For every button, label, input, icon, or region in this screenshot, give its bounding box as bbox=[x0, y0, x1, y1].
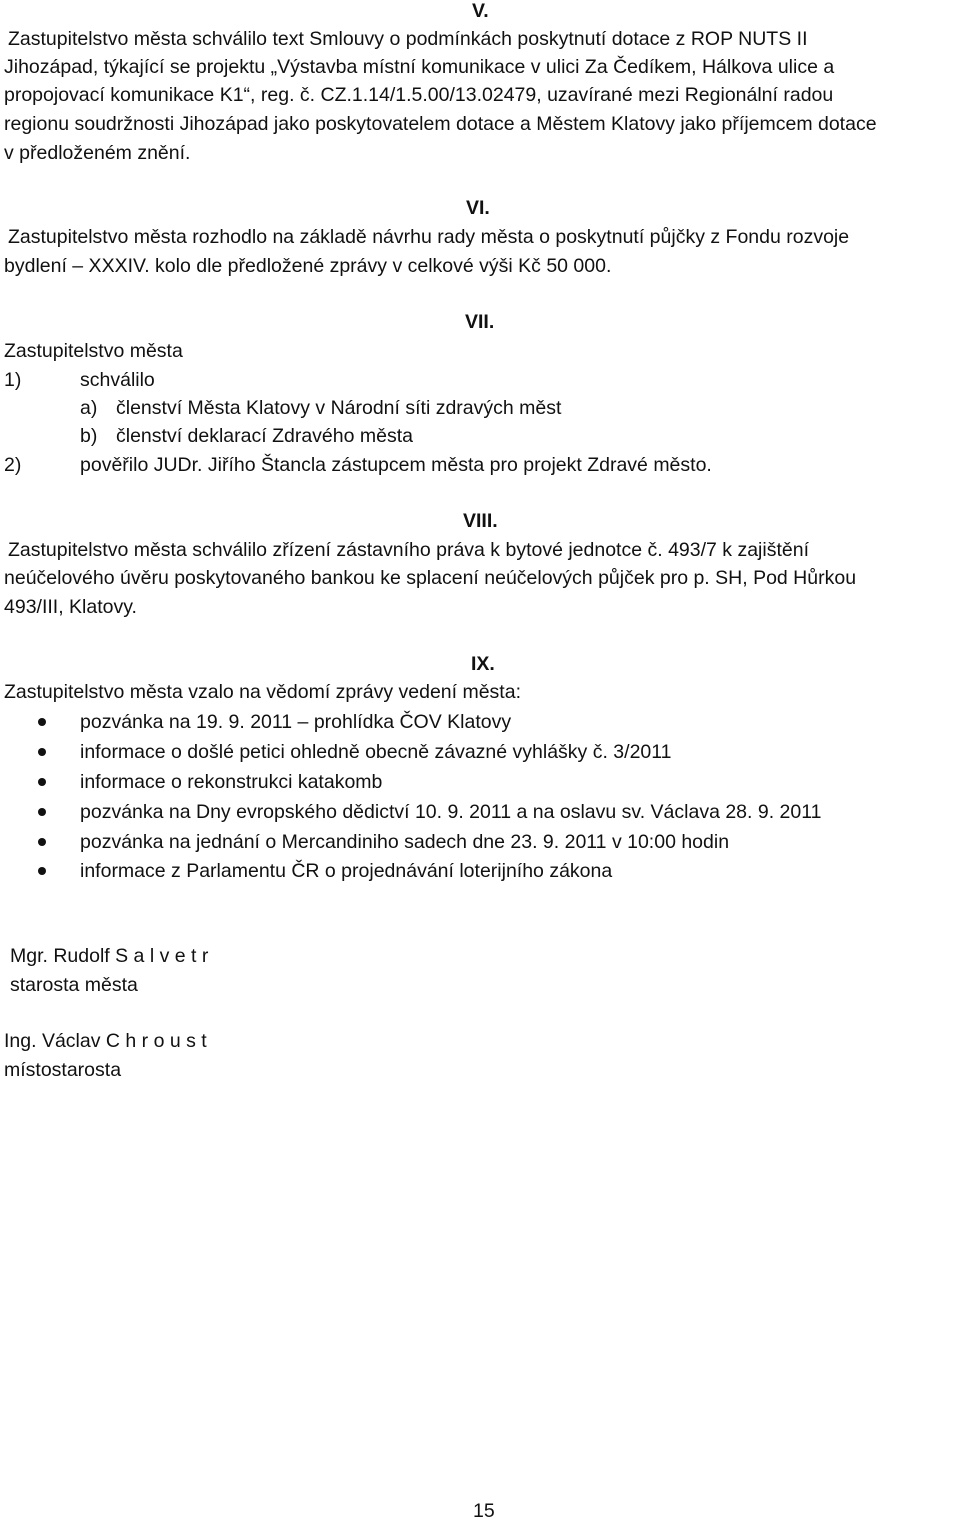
list-item: informace o došlé petici ohledně obecně závazné vyhlášky č. 3/2011 bbox=[80, 741, 672, 763]
section-v-line: Jihozápad, týkající se projektu „Výstavba místní komunikace v ulici Za Čedíkem, Hálkova ulice a bbox=[4, 56, 835, 78]
signature-name: Mgr. Rudolf S a l v e t r bbox=[10, 945, 209, 967]
list-item: pozvánka na 19. 9. 2011 – prohlídka ČOV Klatovy bbox=[80, 711, 512, 733]
section-viii-heading: VIII. bbox=[463, 510, 498, 532]
bullet-icon bbox=[38, 748, 46, 756]
section-v-line: v předloženém znění. bbox=[4, 142, 191, 164]
section-ix-heading: IX. bbox=[471, 653, 495, 675]
section-vii-subitem-label: a) bbox=[80, 397, 98, 419]
section-vii-subitem-text: členství Města Klatovy v Národní síti zdravých měst bbox=[116, 397, 562, 419]
section-v-line: propojovací komunikace K1“, reg. č. CZ.1.14/1.5.00/13.02479, uzavírané mezi Regionální radou bbox=[4, 84, 834, 106]
signature-role: místostarosta bbox=[4, 1059, 122, 1081]
section-v-heading: V. bbox=[472, 0, 489, 22]
list-item: pozvánka na Dny evropského dědictví 10. 9. 2011 a na oslavu sv. Václava 28. 9. 2011 bbox=[80, 801, 822, 823]
section-vii-subitem-label: b) bbox=[80, 425, 98, 447]
section-vii-subitem-text: členství deklarací Zdravého města bbox=[116, 425, 413, 447]
section-vii-item-number: 2) bbox=[4, 454, 22, 476]
section-v-line: Zastupitelstvo města schválilo text Smlouvy o podmínkách poskytnutí dotace z ROP NUTS II bbox=[8, 28, 808, 50]
section-vi-line: Zastupitelstvo města rozhodlo na základě návrhu rady města o poskytnutí půjčky z Fondu rozvoje bbox=[8, 226, 850, 248]
section-viii-line: neúčelového úvěru poskytovaného bankou ke splacení neúčelových půjček pro p. SH, Pod Hůrkou bbox=[4, 567, 857, 589]
signature-name: Ing. Václav C h r o u s t bbox=[4, 1030, 207, 1052]
section-vii-item-text: pověřilo JUDr. Jiřího Štancla zástupcem města pro projekt Zdravé město. bbox=[80, 454, 712, 476]
list-item: pozvánka na jednání o Mercandiniho sadech dne 23. 9. 2011 v 10:00 hodin bbox=[80, 831, 730, 853]
list-item: informace o rekonstrukci katakomb bbox=[80, 771, 383, 793]
signature-role: starosta města bbox=[10, 974, 138, 996]
section-vii-item-text: schválilo bbox=[80, 369, 155, 391]
section-vii-intro: Zastupitelstvo města bbox=[4, 340, 183, 362]
page-number: 15 bbox=[473, 1500, 495, 1522]
bullet-icon bbox=[38, 867, 46, 875]
list-item: informace z Parlamentu ČR o projednávání loterijního zákona bbox=[80, 860, 613, 882]
section-viii-line: 493/III, Klatovy. bbox=[4, 596, 137, 618]
bullet-icon bbox=[38, 718, 46, 726]
section-vii-heading: VII. bbox=[465, 311, 495, 333]
section-viii-line: Zastupitelstvo města schválilo zřízení zástavního práva k bytové jednotce č. 493/7 k zajištění bbox=[8, 539, 809, 561]
bullet-icon bbox=[38, 838, 46, 846]
bullet-icon bbox=[38, 808, 46, 816]
section-v-line: regionu soudržnosti Jihozápad jako poskytovatelem dotace a Městem Klatovy jako příjemcem dotace bbox=[4, 113, 877, 135]
bullet-icon bbox=[38, 778, 46, 786]
section-ix-intro: Zastupitelstvo města vzalo na vědomí zprávy vedení města: bbox=[4, 681, 521, 703]
section-vi-heading: VI. bbox=[466, 197, 490, 219]
section-vi-line: bydlení – XXXIV. kolo dle předložené zprávy v celkové výši Kč 50 000. bbox=[4, 255, 612, 277]
section-vii-item-number: 1) bbox=[4, 369, 22, 391]
